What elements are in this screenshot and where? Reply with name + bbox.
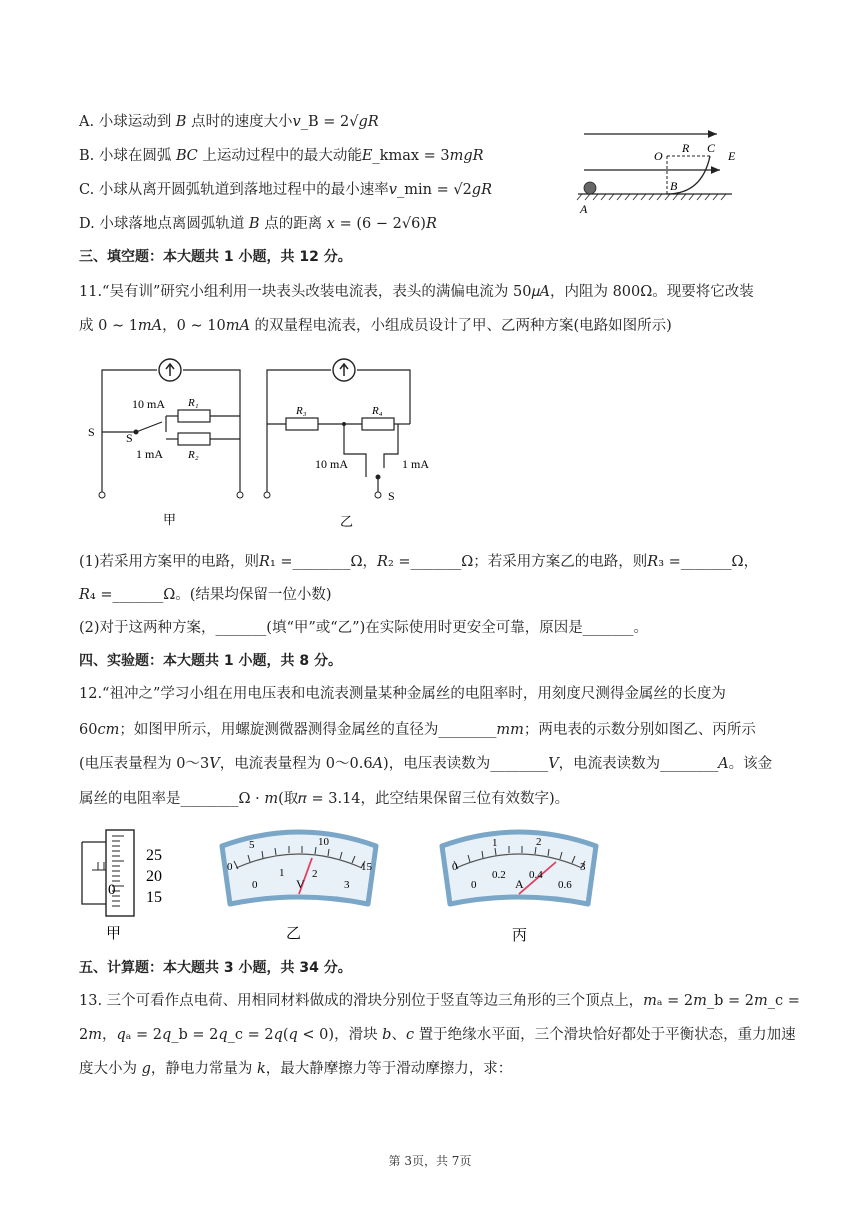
micrometer-caption: 甲 xyxy=(106,926,122,942)
label-r: R xyxy=(682,141,690,155)
volt-bottom-3: 3 xyxy=(344,879,350,891)
volt-top-10: 10 xyxy=(318,836,329,848)
micrometer-tick-25: 25 xyxy=(146,847,162,864)
q13-line1: 13. 三个可看作点电荷、用相同材料做成的滑块分别位于竖直等边三角形的三个顶点上，𝑚ₐ = 2𝑚_b = 2𝑚_c = xyxy=(79,993,800,1009)
section3-heading: 三、填空题：本大题共 1 小题，共 12 分。 xyxy=(79,249,352,265)
volt-top-15: 15 xyxy=(361,861,372,873)
q12-line3: (电压表量程为 0～3𝑉，电流表量程为 0～0.6𝐴)，电压表读数为________𝑉，电流表读数为________𝐴。该金 xyxy=(79,756,773,772)
jia-r1: R₁ xyxy=(188,397,199,409)
q10-option-d: D. 小球落地点离圆弧轨道 𝐵 点的距离 𝑥 = (6 − 2√6)𝑅 xyxy=(79,216,437,232)
micrometer xyxy=(82,830,162,942)
jia-range-10: 10 mA xyxy=(132,397,165,411)
ammeter xyxy=(442,832,596,944)
q11-sub1-line1: (1)若采用方案甲的电路，则𝑅₁ =________Ω，𝑅₂ =_______Ω；若采用方案乙的电路，则𝑅₃ =_______Ω， xyxy=(79,554,759,570)
jia-r2: R₂ xyxy=(188,449,199,461)
amp-bottom-0: 0 xyxy=(471,879,477,891)
section5-heading: 五、计算题：本大题共 3 小题，共 34 分。 xyxy=(79,960,352,976)
q13-line3: 度大小为 𝑔，静电力常量为 𝑘，最大静摩擦力等于滑动摩擦力，求： xyxy=(79,1061,513,1077)
yi-r3: R₃ xyxy=(296,405,307,417)
q11-sub2: (2)对于这两种方案，_______(填“甲”或“乙”)在实际使用时更安全可靠，原因是_______。 xyxy=(79,620,649,636)
volt-bottom-0: 0 xyxy=(252,879,258,891)
label-a: A xyxy=(580,202,588,216)
volt-bottom-2: 2 xyxy=(312,868,318,880)
q11-circuits-figure xyxy=(86,352,446,532)
micrometer-tick-15: 15 xyxy=(146,889,162,906)
yi-r4: R₄ xyxy=(372,405,383,417)
q10-option-b: B. 小球在圆弧 𝐵𝐶 上运动过程中的最大动能𝐸_kmax = 3𝑚𝑔𝑅 xyxy=(79,148,484,164)
amp-top-0: 0 xyxy=(452,861,458,873)
yi-range-1: 1 mA xyxy=(402,457,429,471)
label-o: O xyxy=(654,149,663,163)
ammeter-caption: 丙 xyxy=(512,928,528,944)
amp-bottom-0.2: 0.2 xyxy=(492,869,506,881)
volt-top-0: 0 xyxy=(227,861,233,873)
amp-bottom-0.6: 0.6 xyxy=(558,879,572,891)
q10-track-figure xyxy=(572,122,762,218)
q12-line1: 12.“祖冲之”学习小组在用电压表和电流表测量某种金属丝的电阻率时，用刻度尺测得金属丝的长度为 xyxy=(79,686,726,702)
q10-option-a: A. 小球运动到 𝐵 点时的速度大小𝑣_B = 2√𝑔𝑅 xyxy=(79,114,379,130)
micrometer-zero: 0 xyxy=(108,882,116,898)
q11-line2: 成 0 ∼ 1𝑚𝐴，0 ∼ 10𝑚𝐴 的双量程电流表，小组成员设计了甲、乙两种方案(电路如图所示) xyxy=(79,318,672,334)
yi-s: S xyxy=(388,489,395,503)
amp-bottom-0.4: 0.4 xyxy=(529,869,543,881)
label-e: E xyxy=(728,149,736,163)
jia-s-switch: S xyxy=(126,431,133,445)
jia-s-left: S xyxy=(88,425,95,439)
section4-heading: 四、实验题：本大题共 1 小题，共 8 分。 xyxy=(79,653,342,669)
jia-caption: 甲 xyxy=(163,512,177,527)
volt-top-5: 5 xyxy=(249,839,255,851)
amp-top-3: 3 xyxy=(580,861,586,873)
voltmeter-caption: 乙 xyxy=(286,926,302,942)
q12-instruments-figure xyxy=(78,822,618,947)
micrometer-tick-20: 20 xyxy=(146,868,162,885)
volt-unit: V xyxy=(296,877,305,891)
page-footer: 第 3页，共 7页 xyxy=(388,1154,472,1168)
amp-top-2: 2 xyxy=(536,836,542,848)
yi-caption: 乙 xyxy=(340,514,354,529)
volt-bottom-1: 1 xyxy=(279,867,285,879)
q11-line1: 11.“吴有训”研究小组利用一块表头改装电流表，表头的满偏电流为 50𝜇𝐴，内阻为 800Ω。现要将它改装 xyxy=(79,284,754,300)
label-c: C xyxy=(707,141,716,155)
q12-line4: 属丝的电阻率是________Ω · 𝑚(取𝜋 = 3.14，此空结果保留三位有效数字)。 xyxy=(79,791,570,807)
q13-line2: 2𝑚，𝑞ₐ = 2𝑞_b = 2𝑞_c = 2𝑞(𝑞 < 0)，滑块 𝑏、𝑐 置于绝缘水平面，三个滑块恰好都处于平衡状态，重力加速 xyxy=(79,1027,796,1043)
jia-range-1: 1 mA xyxy=(136,447,163,461)
q12-line2: 60𝑐𝑚；如图甲所示，用螺旋测微器测得金属丝的直径为________𝑚𝑚；两电表的示数分别如图乙、丙所示 xyxy=(79,722,756,738)
q10-option-c: C. 小球从离开圆弧轨道到落地过程中的最小速率𝑣_min = √2𝑔𝑅 xyxy=(79,182,492,198)
amp-unit: A xyxy=(515,877,524,891)
yi-range-10: 10 mA xyxy=(315,457,348,471)
voltmeter xyxy=(222,832,376,942)
label-b: B xyxy=(670,179,678,193)
amp-top-1: 1 xyxy=(492,837,498,849)
q11-sub1-line2: 𝑅₄ =_______Ω。(结果均保留一位小数) xyxy=(79,587,332,603)
